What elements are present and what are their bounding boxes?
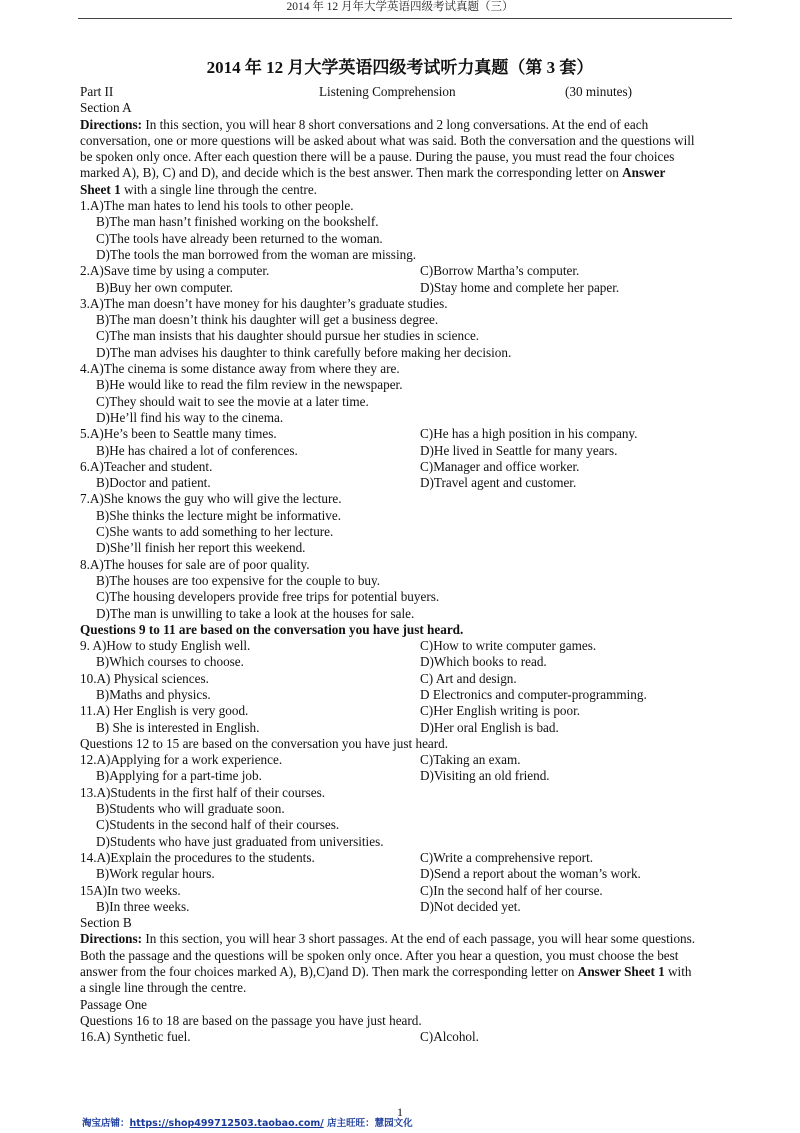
question-1-option-d: D)The tools the man borrowed from the woman are missing. — [96, 246, 417, 262]
question-13-option-c: C)Students in the second half of their courses. — [96, 817, 340, 833]
answer-sheet-label: Answer Sheet 1 — [577, 964, 665, 980]
question-8-option-c: C)The housing developers provide free trips for potential buyers. — [96, 589, 440, 605]
question-11-option-c: C)Her English writing is poor. — [420, 703, 581, 719]
question-4-option-b: B)He would like to read the film review in the newspaper. — [96, 377, 403, 393]
question-16-option-a: 16.A) Synthetic fuel. — [80, 1029, 191, 1045]
question-10-option-c: C) Art and design. — [420, 670, 517, 686]
directions-line: with a single line through the centre. — [120, 181, 317, 197]
question-6-option-d: D)Travel agent and customer. — [420, 475, 577, 491]
question-4-option-d: D)He’ll find his way to the cinema. — [96, 409, 284, 425]
part-name: Listening Comprehension — [319, 84, 456, 99]
question-8-option-d: D)The man is unwilling to take a look at the houses for sale. — [96, 605, 415, 621]
page-number: 1 — [397, 1105, 403, 1119]
question-11-option-b: B) She is interested in English. — [96, 719, 260, 735]
question-5-option-c: C)He has a high position in his company. — [420, 426, 638, 442]
question-11-option-a: 11.A) Her English is very good. — [80, 703, 249, 719]
question-6-option-b: B)Doctor and patient. — [96, 475, 211, 491]
question-6-option-c: C)Manager and office worker. — [420, 458, 580, 474]
question-16-row — [80, 1029, 732, 1045]
section-a-directions — [80, 117, 732, 198]
answer-sheet-label: Sheet 1 — [80, 181, 121, 197]
question-12-row — [80, 768, 732, 784]
question-16-option-c: C)Alcohol. — [420, 1029, 479, 1045]
question-1-option-b: B)The man hasn’t finished working on the bookshelf. — [96, 214, 379, 230]
conversation-two-heading: Questions 12 to 15 are based on the conversation you have just heard. — [80, 735, 449, 751]
question-15-row — [80, 883, 732, 899]
question-3-option-c: C)The man insists that his daughter should pursue her studies in science. — [96, 328, 480, 344]
running-header: 2014 年 12 月年大学英语四级考试真题（三） — [286, 1, 514, 13]
question-3-option-d: D)The man advises his daughter to think carefully before making her decision. — [96, 344, 512, 360]
passage-one-heading: Questions 16 to 18 are based on the passage you have just heard. — [80, 1012, 422, 1028]
question-9-row — [80, 654, 732, 670]
question-7-option-a: 7.A)She knows the guy who will give the lecture. — [80, 491, 342, 507]
question-3-option-b: B)The man doesn’t think his daughter will get a business degree. — [96, 312, 439, 328]
question-8-option-a: 8.A)The houses for sale are of poor quality. — [80, 556, 310, 572]
part-time: (30 minutes) — [565, 84, 633, 99]
question-14-row — [80, 866, 732, 882]
question-10-row — [80, 687, 732, 703]
directions-line: conversation, one or more questions will be asked about what was said. Both the conversation and the questions will — [80, 132, 695, 148]
directions-line: marked A), B), C) and D), and decide which is the best answer. Then mark the corresponding letter on — [80, 165, 623, 181]
footer-shop-label: 淘宝店铺： — [82, 1118, 130, 1129]
question-2-row — [80, 280, 732, 296]
question-10-option-d: D Electronics and computer-programming. — [420, 686, 647, 702]
question-6-option-a: 6.A)Teacher and student. — [80, 458, 213, 474]
directions-line: with — [664, 964, 692, 980]
question-10-row — [80, 671, 732, 687]
question-4-option-c: C)They should wait to see the movie at a later time. — [96, 393, 369, 409]
question-13-option-a: 13.A)Students in the first half of their courses. — [80, 784, 326, 800]
question-13-option-b: B)Students who will graduate soon. — [96, 801, 285, 817]
directions-line: In this section, you will hear 3 short passages. At the end of each passage, you will hear some questions. — [142, 931, 696, 947]
question-3-option-a: 3.A)The man doesn’t have money for his daughter’s graduate studies. — [80, 295, 448, 311]
question-15-option-b: B)In three weeks. — [96, 898, 190, 914]
question-9-option-a: 9. A)How to study English well. — [80, 638, 251, 654]
question-1-option-c: C)The tools have already been returned to the woman. — [96, 230, 383, 246]
exam-content — [80, 84, 732, 1046]
question-11-row — [80, 703, 732, 719]
question-1-option-a: 1.A)The man hates to lend his tools to other people. — [80, 198, 354, 214]
question-2-option-c: C)Borrow Martha’s computer. — [420, 263, 580, 279]
section-b-directions — [80, 931, 732, 996]
question-5-row — [80, 426, 732, 442]
directions-label: Directions: — [80, 116, 143, 132]
question-2-option-b: B)Buy her own computer. — [96, 279, 233, 295]
question-14-option-a: 14.A)Explain the procedures to the students. — [80, 849, 315, 865]
shop-link[interactable]: https://shop499712503.taobao.com/ — [129, 1118, 324, 1129]
question-15-option-d: D)Not decided yet. — [420, 898, 521, 914]
question-12-option-c: C)Taking an exam. — [420, 752, 521, 768]
page-title: 2014 年 12 月大学英语四级考试听力真题（第 3 套） — [206, 58, 594, 77]
directions-line: In this section, you will hear 8 short conversations and 2 long conversations. At the end of each — [142, 116, 649, 132]
question-4-option-a: 4.A)The cinema is some distance away from where they are. — [80, 361, 400, 377]
question-9-option-d: D)Which books to read. — [420, 654, 547, 670]
question-12-row — [80, 752, 732, 768]
directions-line: be spoken only once. After each question there will be a pause. During the pause, you must read the four choices — [80, 149, 675, 165]
question-6-row — [80, 459, 732, 475]
answer-sheet-label: Answer — [622, 165, 666, 181]
footer-owner-label: 店主旺旺：慧园文化 — [323, 1118, 413, 1129]
header-rule — [78, 18, 732, 19]
directions-line: answer from the four choices marked A), B),C)and D). Then mark the corresponding letter on — [80, 964, 578, 980]
question-2-option-a: 2.A)Save time by using a computer. — [80, 263, 270, 279]
question-2-option-d: D)Stay home and complete her paper. — [420, 279, 620, 295]
conversation-one-heading: Questions 9 to 11 are based on the conversation you have just heard. — [80, 621, 464, 637]
question-7-option-c: C)She wants to add something to her lecture. — [96, 524, 334, 540]
question-5-option-d: D)He lived in Seattle for many years. — [420, 442, 618, 458]
question-7-option-b: B)She thinks the lecture might be informative. — [96, 507, 342, 523]
question-12-option-d: D)Visiting an old friend. — [420, 768, 550, 784]
question-15-option-a: 15A)In two weeks. — [80, 882, 181, 898]
question-9-option-c: C)How to write computer games. — [420, 638, 597, 654]
directions-label: Directions: — [80, 931, 143, 947]
question-14-option-c: C)Write a comprehensive report. — [420, 849, 594, 865]
question-9-option-b: B)Which courses to choose. — [96, 654, 244, 670]
question-10-option-a: 10.A) Physical sciences. — [80, 670, 209, 686]
question-6-row — [80, 475, 732, 491]
passage-one-label: Passage One — [80, 996, 148, 1012]
question-11-row — [80, 720, 732, 736]
section-b-label: Section B — [80, 915, 132, 931]
question-14-option-d: D)Send a report about the woman’s work. — [420, 866, 641, 882]
part-label: Part II — [80, 84, 114, 99]
question-11-option-d: D)Her oral English is bad. — [420, 719, 559, 735]
part-heading — [80, 84, 732, 100]
section-a-label: Section A — [80, 100, 132, 116]
question-8-option-b: B)The houses are too expensive for the couple to buy. — [96, 572, 381, 588]
directions-line: a single line through the centre. — [80, 980, 247, 996]
question-15-option-c: C)In the second half of her course. — [420, 882, 603, 898]
question-15-row — [80, 899, 732, 915]
question-10-option-b: B)Maths and physics. — [96, 686, 211, 702]
question-5-row — [80, 443, 732, 459]
question-12-option-a: 12.A)Applying for a work experience. — [80, 752, 283, 768]
question-2-row — [80, 263, 732, 279]
directions-line: Both the passage and the questions will be spoken only once. After you hear a question, you must choose the best — [80, 947, 679, 963]
question-5-option-b: B)He has chaired a lot of conferences. — [96, 442, 298, 458]
question-13-option-d: D)Students who have just graduated from universities. — [96, 833, 384, 849]
question-5-option-a: 5.A)He’s been to Seattle many times. — [80, 426, 277, 442]
question-14-option-b: B)Work regular hours. — [96, 866, 215, 882]
question-7-option-d: D)She’ll finish her report this weekend. — [96, 540, 306, 556]
question-9-row — [80, 638, 732, 654]
question-12-option-b: B)Applying for a part-time job. — [96, 768, 262, 784]
footer — [82, 1118, 413, 1130]
question-14-row — [80, 850, 732, 866]
